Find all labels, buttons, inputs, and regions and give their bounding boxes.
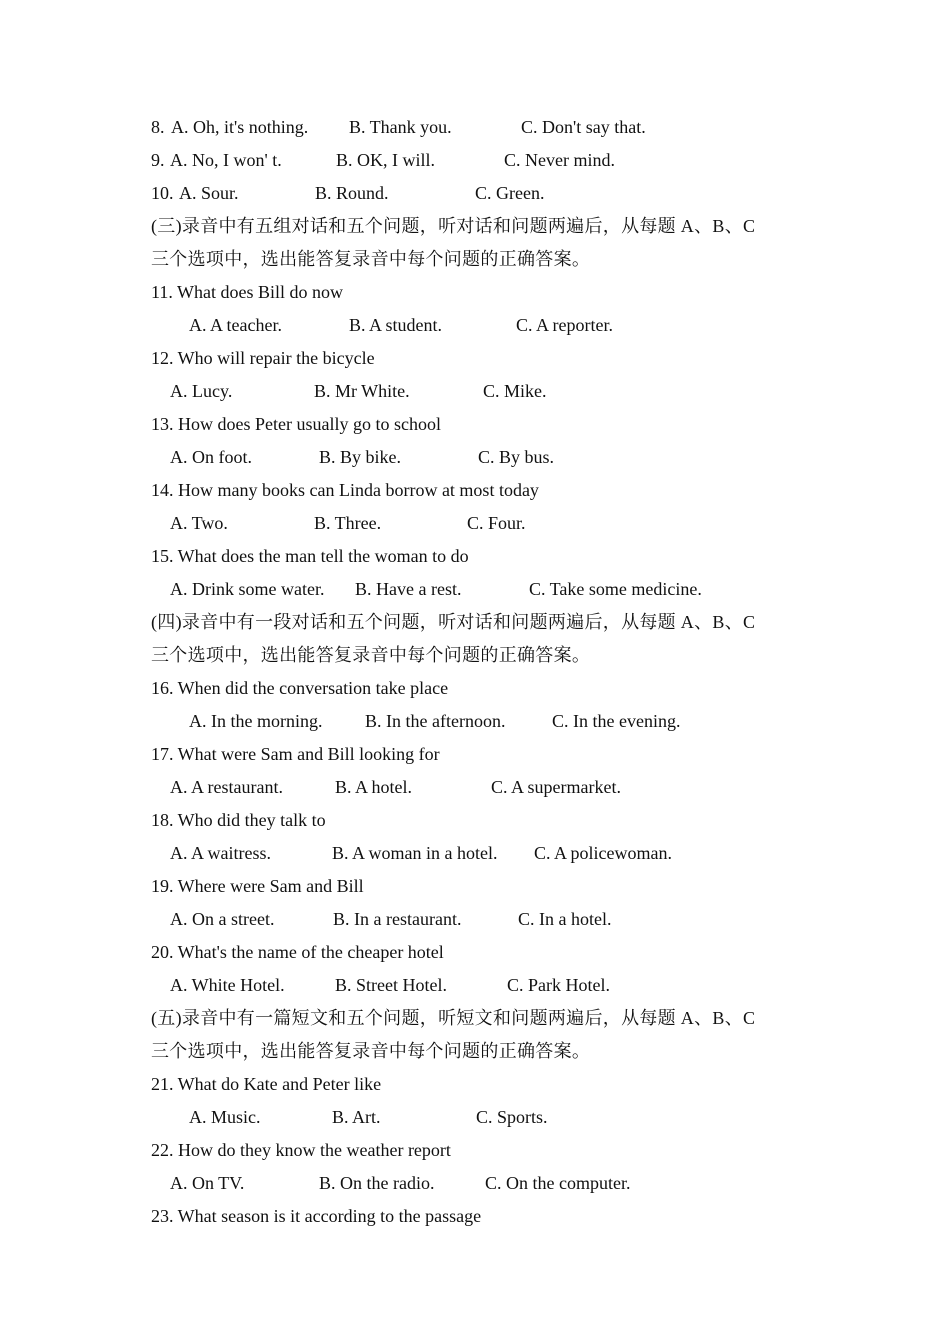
option-b: B. On the radio.	[319, 1173, 435, 1193]
option-c: C. Don't say that.	[521, 117, 646, 137]
section-instruction: 三个选项中，选出能答复录音中每个问题的正确答案。	[151, 249, 591, 269]
option-b: B. A hotel.	[335, 777, 413, 797]
option-c: C. In the evening.	[552, 711, 681, 731]
option-b: B. A woman in a hotel.	[332, 843, 498, 863]
question-text: 22. How do they know the weather report	[151, 1140, 451, 1160]
option-c: C. By bus.	[478, 447, 555, 467]
option-b: B. By bike.	[319, 447, 402, 467]
question-text: 20. What's the name of the cheaper hotel	[151, 942, 444, 962]
question-number: 9.	[151, 150, 165, 170]
option-c: C. In a hotel.	[518, 909, 612, 929]
question-text: 13. How does Peter usually go to school	[151, 414, 441, 434]
option-a: A. Two.	[170, 513, 228, 533]
section-instruction: (四)录音中有一段对话和五个问题，听对话和问题两遍后，从每题 A、B、C	[151, 612, 756, 632]
section-instruction: 三个选项中，选出能答复录音中每个问题的正确答案。	[151, 645, 591, 665]
question-text: 14. How many books can Linda borrow at most today	[151, 480, 539, 500]
option-a: A. No, I won' t.	[170, 150, 282, 170]
question-text: 19. Where were Sam and Bill	[151, 876, 364, 896]
option-b: B. Round.	[315, 183, 389, 203]
option-b: B. OK, I will.	[336, 150, 435, 170]
section-instruction: (三)录音中有五组对话和五个问题，听对话和问题两遍后，从每题 A、B、C	[151, 216, 756, 236]
question-text: 16. When did the conversation take place	[151, 678, 449, 698]
option-a: A. White Hotel.	[170, 975, 285, 995]
option-b: B. Art.	[332, 1107, 381, 1127]
question-text: 18. Who did they talk to	[151, 810, 326, 830]
option-c: C. Four.	[467, 513, 526, 533]
option-c: C. Never mind.	[504, 150, 615, 170]
option-b: B. Mr White.	[314, 381, 410, 401]
question-number: 8.	[151, 117, 165, 137]
option-c: C. Park Hotel.	[507, 975, 610, 995]
question-text: 12. Who will repair the bicycle	[151, 348, 375, 368]
option-a: A. Lucy.	[170, 381, 233, 401]
option-b: B. Thank you.	[349, 117, 452, 137]
option-a: A. Oh, it's nothing.	[171, 117, 309, 137]
option-c: C. A supermarket.	[491, 777, 621, 797]
option-a: A. Sour.	[179, 183, 239, 203]
option-b: B. In the afternoon.	[365, 711, 506, 731]
option-c: C. Mike.	[483, 381, 547, 401]
option-a: A. On foot.	[170, 447, 252, 467]
option-a: A. Drink some water.	[170, 579, 325, 599]
option-c: C. Green.	[475, 183, 545, 203]
option-b: B. Have a rest.	[355, 579, 462, 599]
option-c: C. Sports.	[476, 1107, 548, 1127]
section-instruction: (五)录音中有一篇短文和五个问题，听短文和问题两遍后，从每题 A、B、C	[151, 1008, 756, 1028]
question-text: 15. What does the man tell the woman to do	[151, 546, 469, 566]
question-number: 10.	[151, 183, 174, 203]
option-a: A. A restaurant.	[170, 777, 283, 797]
option-a: A. A waitress.	[170, 843, 271, 863]
option-a: A. A teacher.	[189, 315, 282, 335]
option-b: B. Three.	[314, 513, 382, 533]
option-c: C. On the computer.	[485, 1173, 631, 1193]
option-a: A. On a street.	[170, 909, 275, 929]
question-text: 11. What does Bill do now	[151, 282, 343, 302]
option-c: C. A policewoman.	[534, 843, 672, 863]
option-a: A. On TV.	[170, 1173, 245, 1193]
option-c: C. A reporter.	[516, 315, 613, 335]
option-a: A. Music.	[189, 1107, 261, 1127]
section-instruction: 三个选项中，选出能答复录音中每个问题的正确答案。	[151, 1041, 591, 1061]
question-text: 17. What were Sam and Bill looking for	[151, 744, 440, 764]
option-b: B. A student.	[349, 315, 443, 335]
option-c: C. Take some medicine.	[529, 579, 702, 599]
question-text: 21. What do Kate and Peter like	[151, 1074, 382, 1094]
option-b: B. Street Hotel.	[335, 975, 447, 995]
question-text: 23. What season is it according to the passage	[151, 1206, 482, 1226]
option-a: A. In the morning.	[189, 711, 323, 731]
option-b: B. In a restaurant.	[333, 909, 462, 929]
